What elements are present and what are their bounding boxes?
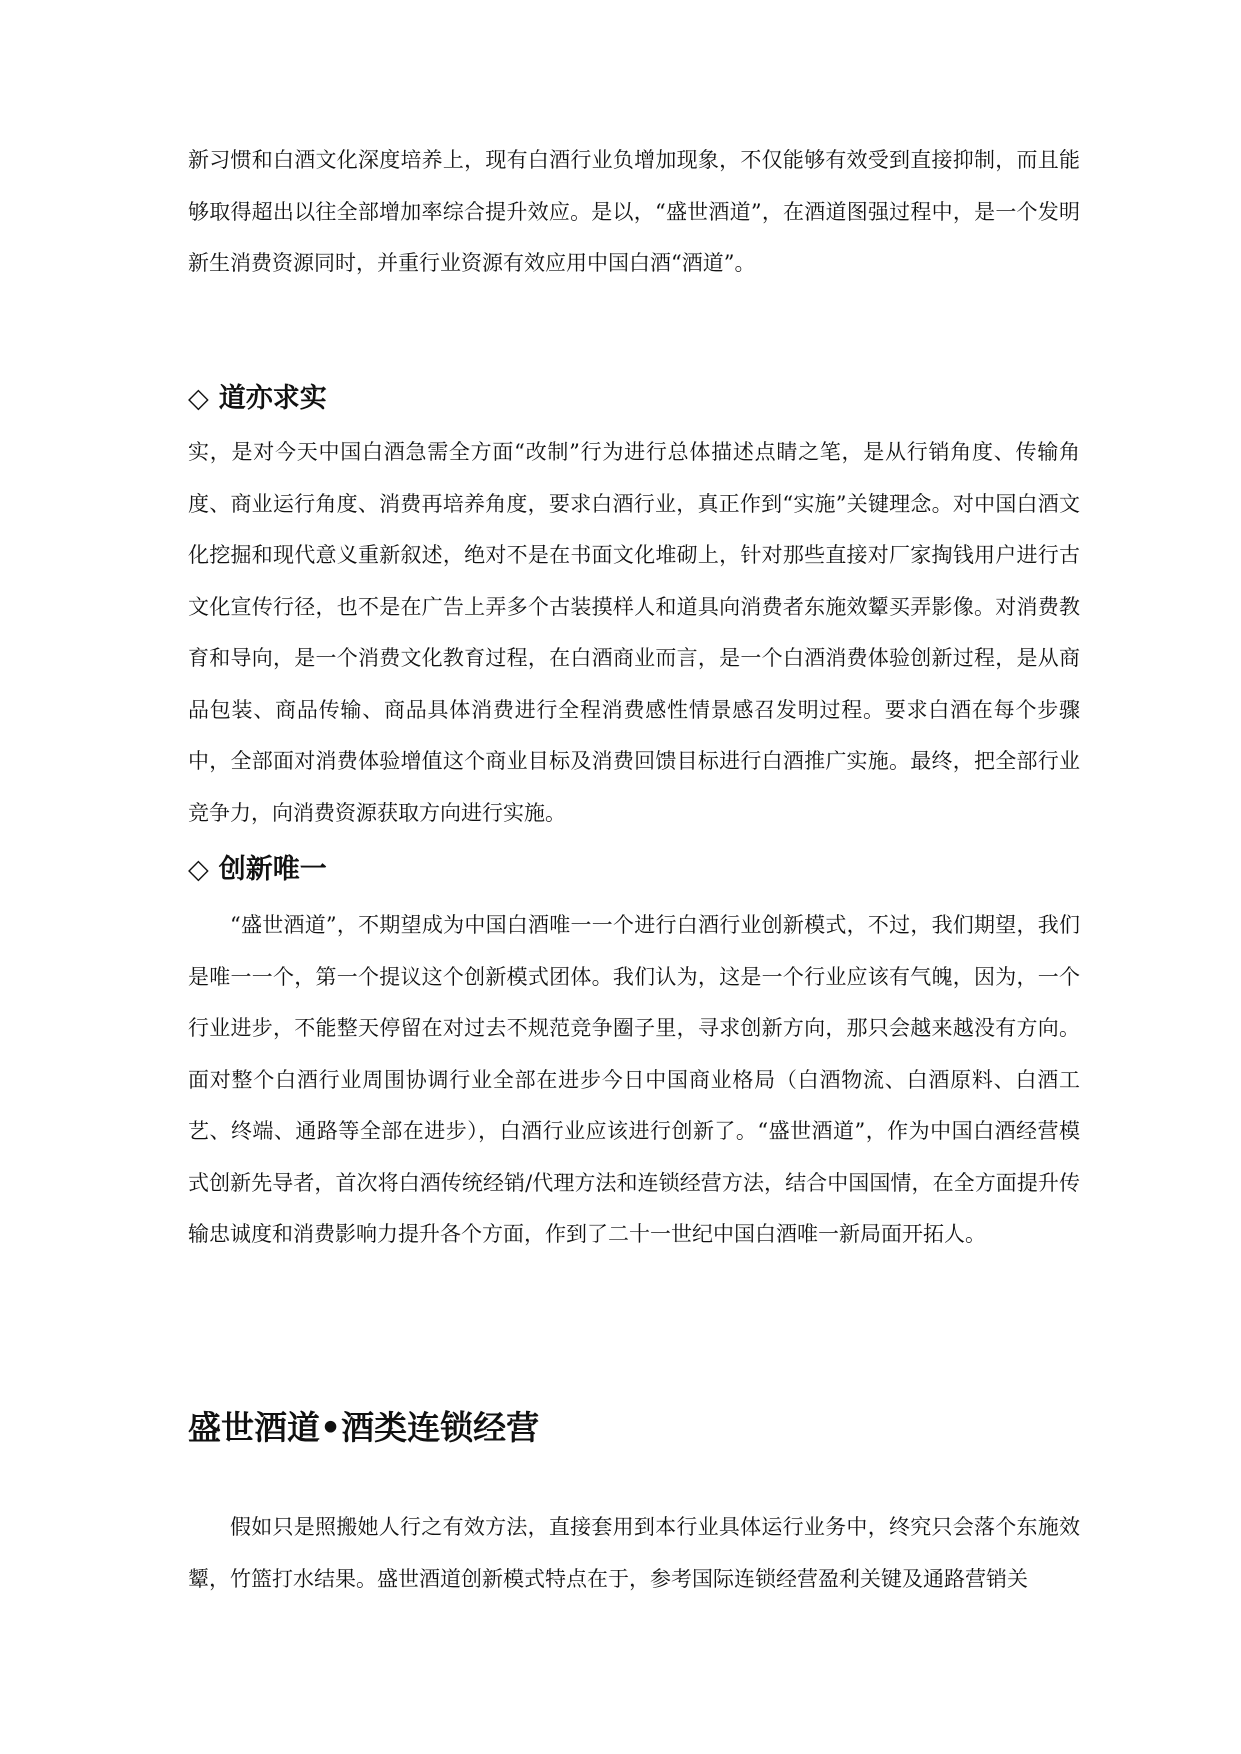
- daoyi-paragraph: 实，是对今天中国白酒急需全方面“改制”行为进行总体描述点睛之笔，是从行销角度、传输角度、商业运行角度、消费再培养角度，要求白酒行业，真正作到“实施”关键理念。对中国白酒文化挖掘和现代意义重新叙述，绝对不是在书面文化堆砌上，针对那些直接对厂家掏钱用户进行古文化宣传行径，也不是在广告上弄多个古装摸样人和道具向消费者东施效颦买弄影像。对消费教育和导向，是一个消费文化教育过程，在白酒商业而言，是一个白酒消费体验创新过程，是从商品包装、商品传输、商品具体消费进行全程消费感性情景感召发明过程。要求白酒在每个步骤中，全部面对消费体验增值这个商业目标及消费回馈目标进行白酒推广实施。最终，把全部行业竞争力，向消费资源获取方向进行实施。: [188, 440, 1080, 825]
- section-heading-chuangxin-label: 创新唯一: [218, 854, 327, 885]
- chapter-title: 盛世酒道•酒类连锁经营: [188, 1408, 540, 1447]
- section-heading-daoyi: [188, 381, 1080, 417]
- daoyi-section: [188, 381, 1080, 839]
- section-heading-chuangxin: [188, 852, 1080, 888]
- intro-section: [188, 135, 1080, 290]
- chuangxin-paragraph: “盛世酒道”，不期望成为中国白酒唯一一个进行白酒行业创新模式，不过，我们期望，我们是唯一一个，第一个提议这个创新模式团体。我们认为，这是一个行业应该有气魄，因为，一个行业进步，不能整天停留在对过去不规范竞争圈子里，寻求创新方向，那只会越来越没有方向。面对整个白酒行业周围协调行业全部在进步今日中国商业格局（白酒物流、白酒原料、白酒工艺、终端、通路等全部在进步），白酒行业应该进行创新了。“盛世酒道”，作为中国白酒经营模式创新先导者，首次将白酒传统经销/代理方法和连锁经营方法，结合中国国情，在全方面提升传输忠诚度和消费影响力提升各个方面，作到了二十一世纪中国白酒唯一新局面开拓人。: [188, 913, 1080, 1246]
- diamond-outline-icon: ◇: [188, 383, 209, 414]
- diamond-outline-icon: ◇: [188, 854, 209, 885]
- intro-paragraph: 新习惯和白酒文化深度培养上，现有白酒行业负增加现象，不仅能够有效受到直接抑制，而且能够取得超出以往全部增加率综合提升效应。是以，“盛世酒道”，在酒道图强过程中，是一个发明新生消费资源同时，并重行业资源有效应用中国白酒“酒道”。: [188, 148, 1080, 275]
- chuangxin-section: [188, 852, 1080, 1261]
- chain-paragraph: 假如只是照搬她人行之有效方法，直接套用到本行业具体运行业务中，终究只会落个东施效颦，竹篮打水结果。盛世酒道创新模式特点在于，参考国际连锁经营盈利关键及通路营销关: [188, 1515, 1080, 1591]
- section-heading-daoyi-label: 道亦求实: [218, 383, 327, 414]
- chain-section: [188, 1406, 1080, 1605]
